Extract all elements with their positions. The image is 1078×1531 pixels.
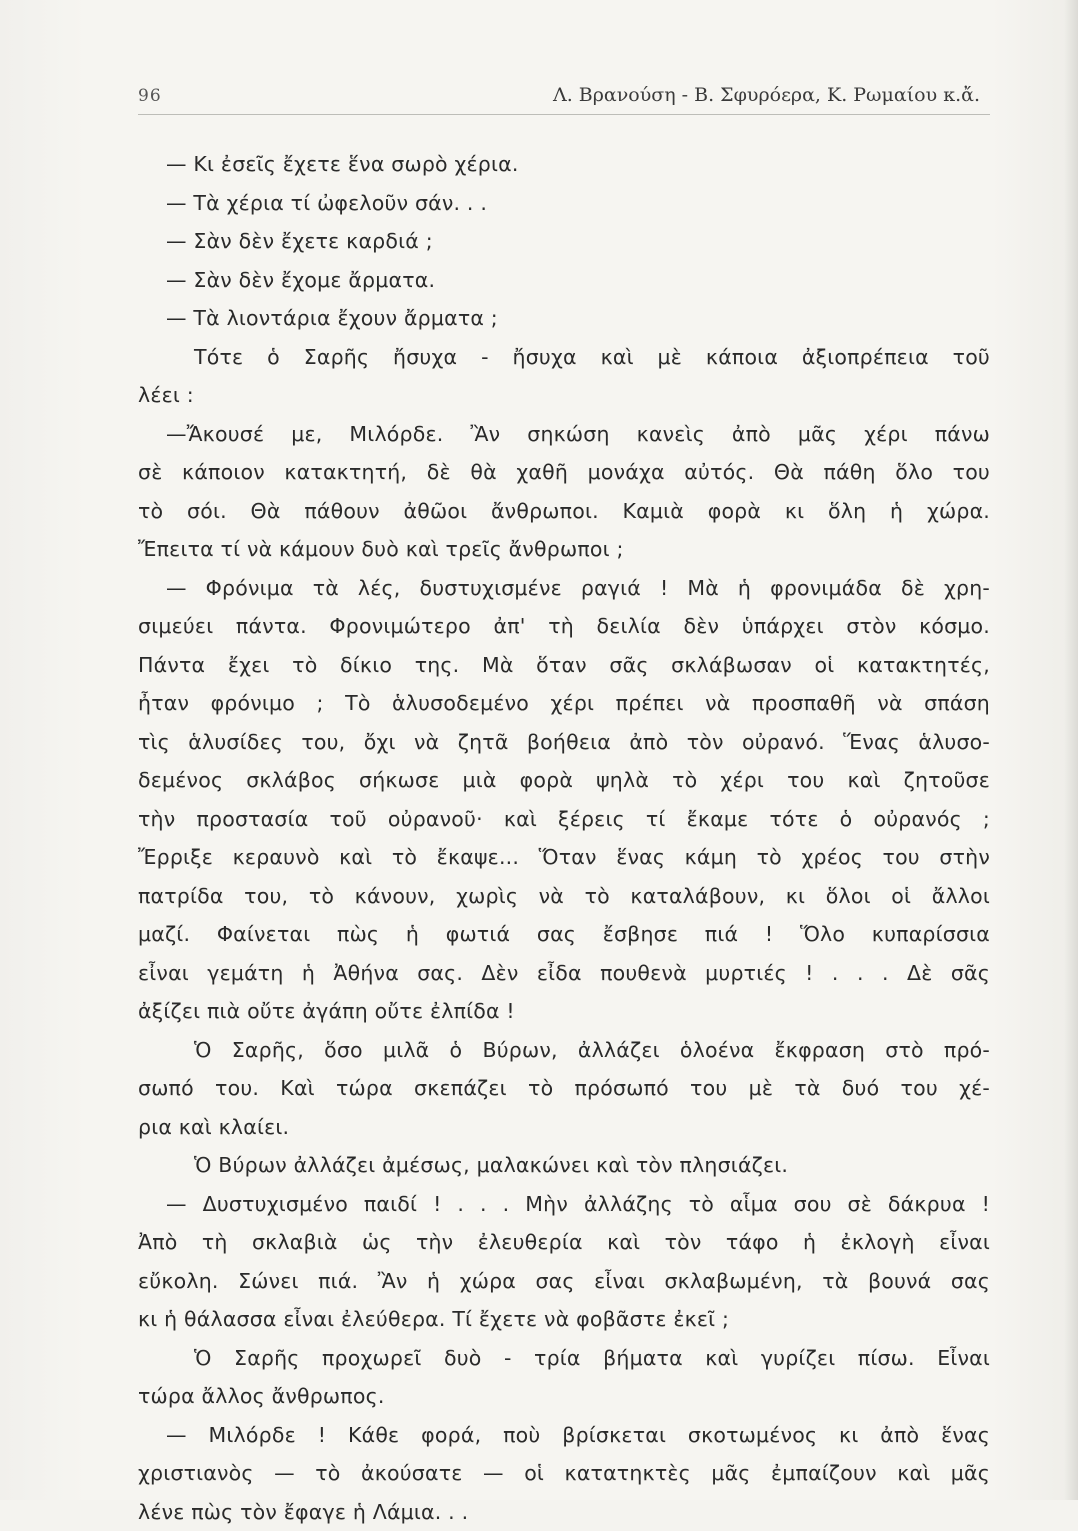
dialogue-line: — Τὰ λιοντάρια ἔχουν ἄρματα ; <box>138 299 990 338</box>
text-line: τὶς ἁλυσίδες του, ὄχι νὰ ζητᾶ βοήθεια ἀπὸ τὸν οὐρανό. Ἕνας ἁλυσο- <box>138 723 990 762</box>
text-line: εἶναι γεμάτη ἡ Ἀθήνα σας. Δὲν εἶδα πουθενὰ μυρτιές ! . . . Δὲ σᾶς <box>138 954 990 993</box>
running-head: Λ. Βρανούση - Β. Σφυρόερα, Κ. Ρωμαίου κ.ἄ. <box>553 84 980 106</box>
text-line: λένε πὼς τὸν ἔφαγε ἡ Λάμια. . . <box>138 1493 990 1531</box>
text-line: εὔκολη. Σώνει πιά. Ἂν ἡ χώρα σας εἶναι σκλαβωμένη, τὰ βουνά σας <box>138 1262 990 1301</box>
text-line: — Μιλόρδε ! Κάθε φορά, ποὺ βρίσκεται σκοτωμένος κι ἀπὸ ἕνας <box>138 1416 990 1455</box>
text-line: —Ἄκουσέ με, Μιλόρδε. Ἂν σηκώση κανεὶς ἀπὸ μᾶς χέρι πάνω <box>138 415 990 454</box>
dialogue-line: — Σὰν δὲν ἔχετε καρδιά ; <box>138 222 990 261</box>
text-line: ἀξίζει πιὰ οὔτε ἀγάπη οὔτε ἐλπίδα ! <box>138 992 990 1031</box>
text-line: — Φρόνιμα τὰ λές, δυστυχισμένε ραγιά ! Μὰ ἡ φρονιμάδα δὲ χρη- <box>138 569 990 608</box>
text-line: δεμένος σκλάβος σήκωσε μιὰ φορὰ ψηλὰ τὸ χέρι του καὶ ζητοῦσε <box>138 761 990 800</box>
page-number: 96 <box>138 86 162 106</box>
text-line: Ὁ Βύρων ἀλλάζει ἀμέσως, μαλακώνει καὶ τὸν πλησιάζει. <box>138 1146 990 1185</box>
text-line: Ὁ Σαρῆς προχωρεῖ δυὸ - τρία βήματα καὶ γυρίζει πίσω. Εἶναι <box>138 1339 990 1378</box>
text-line: λέει : <box>138 376 990 415</box>
dialogue-line: — Κι ἐσεῖς ἔχετε ἕνα σωρὸ χέρια. <box>138 145 990 184</box>
text-line: κι ἡ θάλασσα εἶναι ἐλεύθερα. Τί ἔχετε νὰ φοβᾶστε ἐκεῖ ; <box>138 1300 990 1339</box>
text-line: πατρίδα του, τὸ κάνουν, χωρὶς νὰ τὸ καταλάβουν, κι ὅλοι οἱ ἄλλοι <box>138 877 990 916</box>
text-line: Ἔρριξε κεραυνὸ καὶ τὸ ἔκαψε... Ὅταν ἕνας κάμη τὸ χρέος του στὴν <box>138 838 990 877</box>
text-line: Ἀπὸ τὴ σκλαβιὰ ὡς τὴν ἐλευθερία καὶ τὸν τάφο ἡ ἐκλογὴ εἶναι <box>138 1223 990 1262</box>
page-edge-shadow <box>1064 0 1078 1500</box>
text-line: ρια καὶ κλαίει. <box>138 1108 990 1147</box>
text-line: σωπό του. Καὶ τώρα σκεπάζει τὸ πρόσωπό του μὲ τὰ δυό του χέ- <box>138 1069 990 1108</box>
text-line: Τότε ὁ Σαρῆς ἤσυχα - ἤσυχα καὶ μὲ κάποια ἀξιοπρέπεια τοῦ <box>138 338 990 377</box>
text-line: Ἔπειτα τί νὰ κάμουν δυὸ καὶ τρεῖς ἄνθρωποι ; <box>138 530 990 569</box>
page-header <box>138 80 990 115</box>
dialogue-line: — Σὰν δὲν ἔχομε ἄρματα. <box>138 261 990 300</box>
text-line: τὴν προστασία τοῦ οὐρανοῦ· καὶ ξέρεις τί ἔκαμε τότε ὁ οὐρανός ; <box>138 800 990 839</box>
text-line: χριστιανὸς — τὸ ἀκούσατε — οἱ κατατηκτὲς μᾶς ἐμπαίζουν καὶ μᾶς <box>138 1454 990 1493</box>
text-line: ἦταν φρόνιμο ; Τὸ ἁλυσοδεμένο χέρι πρέπει νὰ προσπαθῆ νὰ σπάση <box>138 684 990 723</box>
dialogue-line: — Τὰ χέρια τί ὠφελοῦν σάν. . . <box>138 184 990 223</box>
text-line: μαζί. Φαίνεται πὼς ἡ φωτιά σας ἔσβησε πιά ! Ὅλο κυπαρίσσια <box>138 915 990 954</box>
text-line: τὸ σόι. Θὰ πάθουν ἀθῶοι ἄνθρωποι. Καμιὰ φορὰ κι ὅλη ἡ χώρα. <box>138 492 990 531</box>
text-line: σὲ κάποιον κατακτητή, δὲ θὰ χαθῆ μονάχα αὐτός. Θὰ πάθη ὅλο του <box>138 453 990 492</box>
body-text <box>138 145 990 1531</box>
text-line: τώρα ἄλλος ἄνθρωπος. <box>138 1377 990 1416</box>
text-line: Ὁ Σαρῆς, ὅσο μιλᾶ ὁ Βύρων, ἀλλάζει ὁλοένα ἔκφραση στὸ πρό- <box>138 1031 990 1070</box>
text-line: — Δυστυχισμένο παιδί ! . . . Μὴν ἀλλάζης τὸ αἷμα σου σὲ δάκρυα ! <box>138 1185 990 1224</box>
text-line: Πάντα ἔχει τὸ δίκιο της. Μὰ ὅταν σᾶς σκλάβωσαν οἱ κατακτητές, <box>138 646 990 685</box>
text-line: σιμεύει πάντα. Φρονιμώτερο ἀπ' τὴ δειλία δὲν ὑπάρχει στὸν κόσμο. <box>138 607 990 646</box>
